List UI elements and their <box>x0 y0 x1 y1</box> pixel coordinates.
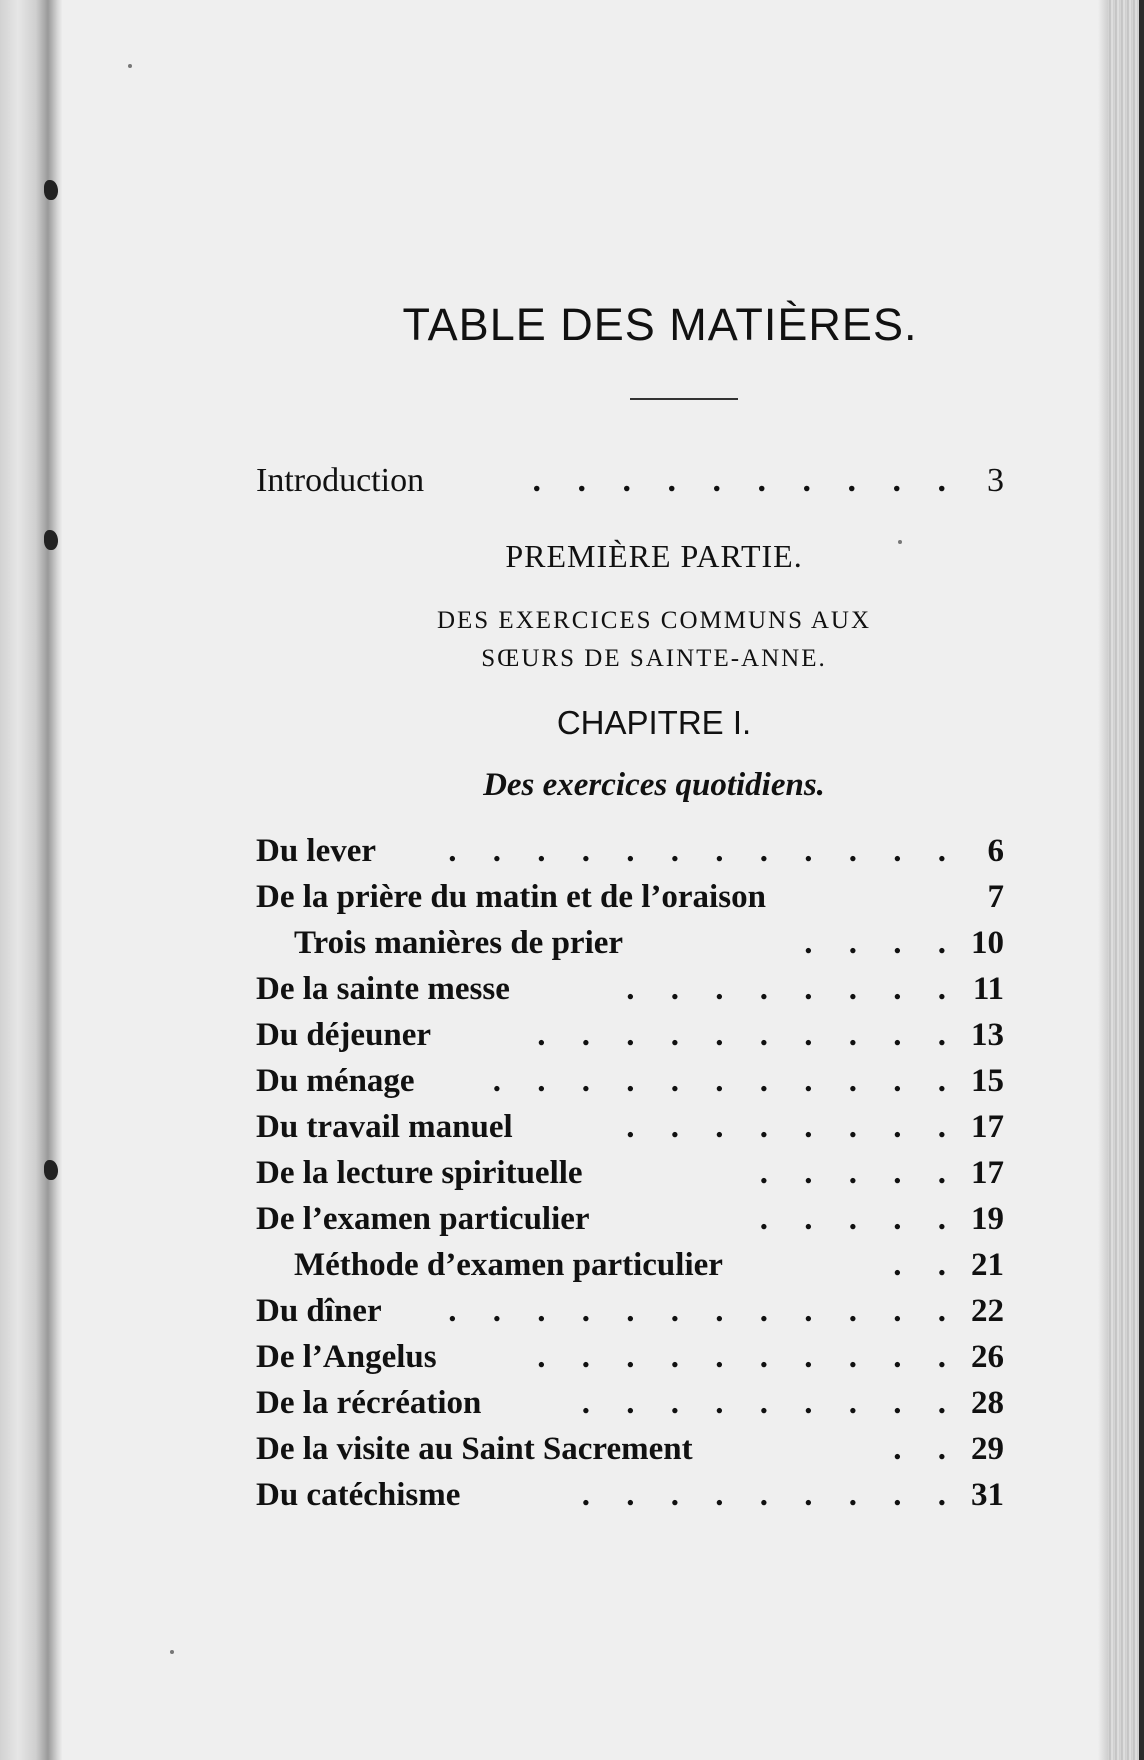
toc-entry <box>256 1150 1004 1196</box>
title-divider <box>630 398 738 400</box>
toc-entry <box>256 1242 1004 1288</box>
toc-page-number: 22 <box>971 1293 1004 1329</box>
toc-leader-dots: . . <box>893 1431 960 1467</box>
binding-thread-mark <box>44 1160 58 1180</box>
toc-leader-dots: . . . . . . . . . . <box>537 1017 960 1053</box>
toc-entry-label: De la lecture spirituelle <box>256 1155 583 1191</box>
toc-leader-dots: . . . . . . . . <box>626 1109 960 1145</box>
toc-leader-dots: . . . . . . . . <box>626 971 960 1007</box>
toc-entry-label: Du ménage <box>256 1063 415 1099</box>
toc-entry-label: De la prière du matin et de l’oraison <box>256 879 766 915</box>
toc-leader-dots: . . . . . <box>759 1155 960 1191</box>
paper-speck <box>128 64 132 68</box>
toc-leader-dots: . . <box>893 1247 960 1283</box>
toc-entry <box>256 1380 1004 1426</box>
toc-leader-dots: . . . . . . . . . <box>581 1477 960 1513</box>
toc-page-number: 31 <box>971 1477 1004 1513</box>
toc-entry-label: Du travail manuel <box>256 1109 513 1145</box>
toc-page-number: 29 <box>971 1431 1004 1467</box>
toc-leader-dots: . . . . . . . . . <box>581 1385 960 1421</box>
toc-entry <box>256 966 1004 1012</box>
toc-entry-label: Introduction <box>256 462 425 499</box>
chapter-title: Des exercices quotidiens. <box>483 767 825 803</box>
toc-entry <box>256 1426 1004 1472</box>
toc-entry-label: De l’Angelus <box>256 1339 437 1375</box>
toc-entry <box>256 1012 1004 1058</box>
toc-page-number: 26 <box>971 1339 1004 1375</box>
toc-page-number: 6 <box>987 833 1004 869</box>
part-heading: PREMIÈRE PARTIE. <box>505 538 803 574</box>
toc-entry <box>256 1058 1004 1104</box>
toc-content <box>256 290 1004 1518</box>
toc-entry-introduction <box>256 458 1004 504</box>
toc-page-number: 28 <box>971 1385 1004 1421</box>
toc-leader-dots: . . . . . . . . . . . <box>492 1063 960 1099</box>
toc-entry-label: Trois manières de prier <box>294 925 624 961</box>
toc-page-number: 19 <box>971 1201 1004 1237</box>
part-subtitle-line: SŒURS DE SAINTE-ANNE. <box>481 645 827 672</box>
toc-leader-dots: . . . . . <box>759 1201 960 1237</box>
part-subtitle-line: DES EXERCICES COMMUNS AUX <box>436 607 872 634</box>
page-title: TABLE DES MATIÈRES. <box>402 299 918 350</box>
toc-entry <box>256 1472 1004 1518</box>
toc-page-number: 17 <box>971 1155 1004 1191</box>
binding-thread-mark <box>44 530 58 550</box>
toc-entry-label: De la sainte messe <box>256 971 510 1007</box>
toc-entry <box>256 1104 1004 1150</box>
binding-thread-mark <box>44 180 58 200</box>
toc-page-number: 10 <box>971 925 1004 961</box>
toc-page-number: 3 <box>987 462 1004 499</box>
toc-entry <box>256 1196 1004 1242</box>
toc-page-number: 17 <box>971 1109 1004 1145</box>
toc-page-number: 21 <box>971 1247 1004 1283</box>
paper-speck <box>170 1650 174 1654</box>
toc-entry <box>256 1334 1004 1380</box>
toc-leader-dots: . . . . . . . . . . <box>532 462 960 499</box>
toc-entry-label: De l’examen particulier <box>256 1201 590 1237</box>
page-block-edge <box>1108 0 1144 1760</box>
toc-page-number: 11 <box>972 971 1004 1007</box>
toc-leader-dots: . . . . . . . . . . . . <box>448 1293 960 1329</box>
toc-entry-label: De la visite au Saint Sacrement <box>256 1431 693 1467</box>
chapter-heading: CHAPITRE I. <box>556 704 752 741</box>
toc-entry <box>256 828 1004 874</box>
toc-entry-label: Méthode d’examen particulier <box>294 1247 723 1283</box>
book-gutter <box>0 0 62 1760</box>
toc-entry <box>256 1288 1004 1334</box>
part-subtitle <box>256 602 1004 678</box>
toc-entry-label: Du lever <box>256 833 377 869</box>
toc-entries <box>256 828 1004 1518</box>
toc-entry-label: Du dîner <box>256 1293 382 1329</box>
toc-entry <box>256 920 1004 966</box>
toc-leader-dots: . . . . . . . . . . . . <box>448 833 960 869</box>
toc-page-number: 15 <box>971 1063 1004 1099</box>
toc-entry-label: Du catéchisme <box>256 1477 461 1513</box>
toc-entry-label: Du déjeuner <box>256 1017 432 1053</box>
toc-leader-dots: . . . . . . . . . . <box>537 1339 960 1375</box>
toc-page-number: 13 <box>971 1017 1004 1053</box>
toc-leader-dots: . . . . <box>804 925 960 961</box>
toc-page-number: 7 <box>987 879 1004 915</box>
toc-entry-label: De la récréation <box>256 1385 482 1421</box>
toc-entry <box>256 874 1004 920</box>
